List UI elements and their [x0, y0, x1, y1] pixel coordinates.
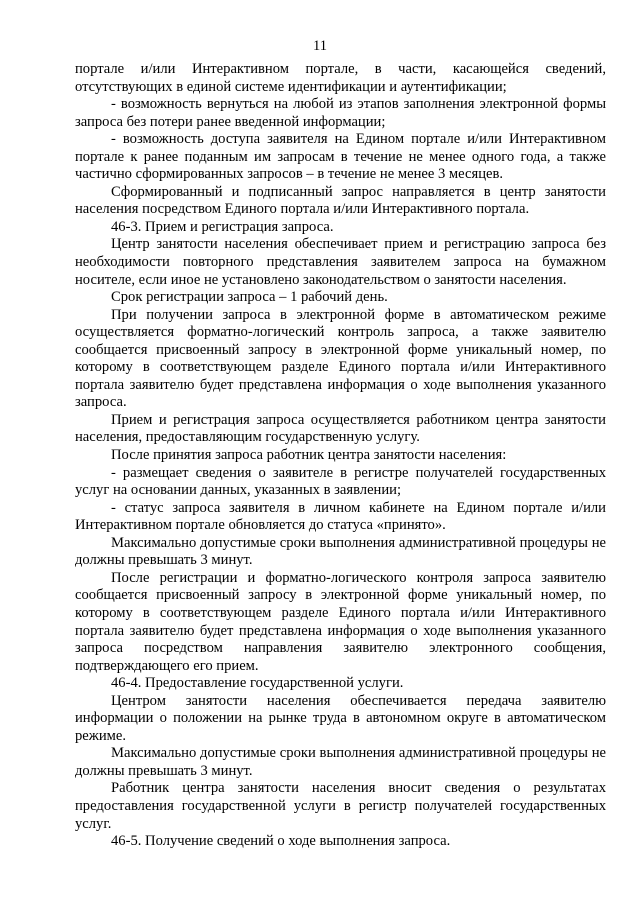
paragraph-registration-term: Срок регистрации запроса – 1 рабочий день. [111, 289, 388, 306]
section-heading-46-3: 46-3. Прием и регистрация запроса. [111, 218, 334, 235]
paragraph-max-time-2: Максимально допустимые сроки выполнения административной процедуры не должны превышать 3 минут. [75, 745, 606, 779]
paragraph-continuation: порталe и/или Интерактивном портале, в части, касающейся сведений, отсутствующих в единой системе идентификации и аутентификации; [75, 61, 606, 95]
paragraph-max-time-1: Максимально допустимые сроки выполнения административной процедуры не должны превышать 3 минут. [75, 534, 606, 569]
paragraph-after-acceptance: После принятия запроса работник центра занятости населения: [111, 447, 507, 464]
paragraph-request-sent: Сформированный и подписанный запрос направляется в центр занятости населения посредством Единого портала и/или Интерактивного портала. [75, 183, 606, 218]
document-body [75, 61, 606, 851]
paragraph-registration-by-worker: Прием и регистрация запроса осуществляется работником центра занятости населения, предоставляющим государственную услугу. [75, 411, 606, 446]
paragraph-return-to-step: - возможность вернуться на любой из этапов заполнения электронной формы запроса без потери ранее введенной информации; [75, 96, 606, 130]
paragraph-register-placement: - размещает сведения о заявителе в регистре получателей государственных услуг на основании данных, указанных в заявлении; [75, 464, 606, 499]
section-heading-46-4: 46-4. Предоставление государственной услуги. [111, 675, 404, 692]
page-number: 11 [313, 38, 327, 54]
paragraph-results-register: Работник центра занятости населения вносит сведения о результатах предоставления государственной услуги в регистр получателей государственных услуг. [75, 780, 606, 832]
paragraph-labor-market-info: Центром занятости населения обеспечивается передача заявителю информации о положении на рынке труда в автономном округе в автоматическом режиме. [75, 692, 606, 744]
section-heading-46-5: 46-5. Получение сведений о ходе выполнения запроса. [111, 833, 451, 850]
paragraph-after-registration: После регистрации и форматно-логического контроля запроса заявителю сообщается присвоенный запросу в электронной форме уникальный номер, по которому в соответствующем разделе Единого портала и/или Интерактивного портала заявителю будет представлена информация о ходе выполнения указанного запроса посредством направления заявителю электронного сообщения, подтверждающего его прием. [75, 569, 606, 674]
paragraph-status-update: - статус запроса заявителя в личном кабинете на Едином портале и/или Интерактивном портале обновляется до статуса «принято». [75, 499, 606, 534]
paragraph-center-accepts: Центр занятости населения обеспечивает прием и регистрацию запроса без необходимости повторного представления заявителем запроса на бумажном носителе, если иное не установлено законодательством о занятости населения. [75, 236, 606, 288]
paragraph-access-previous-requests: - возможность доступа заявителя на Едином портале и/или Интерактивном портале к ранее поданным им запросам в течение не менее одного года, а также частично сформированных запросов – в течение не менее 3 месяцев. [75, 131, 606, 183]
paragraph-format-logic-control: При получении запроса в электронной форме в автоматическом режиме осуществляется форматно-логический контроль запроса, а также заявителю сообщается присвоенный запросу в электронной форме уникальный номер, по которому в соответствующем разделе Единого портала и/или Интерактивного портала заявителю будет представлена информация о ходе выполнения указанного запроса. [75, 306, 606, 411]
